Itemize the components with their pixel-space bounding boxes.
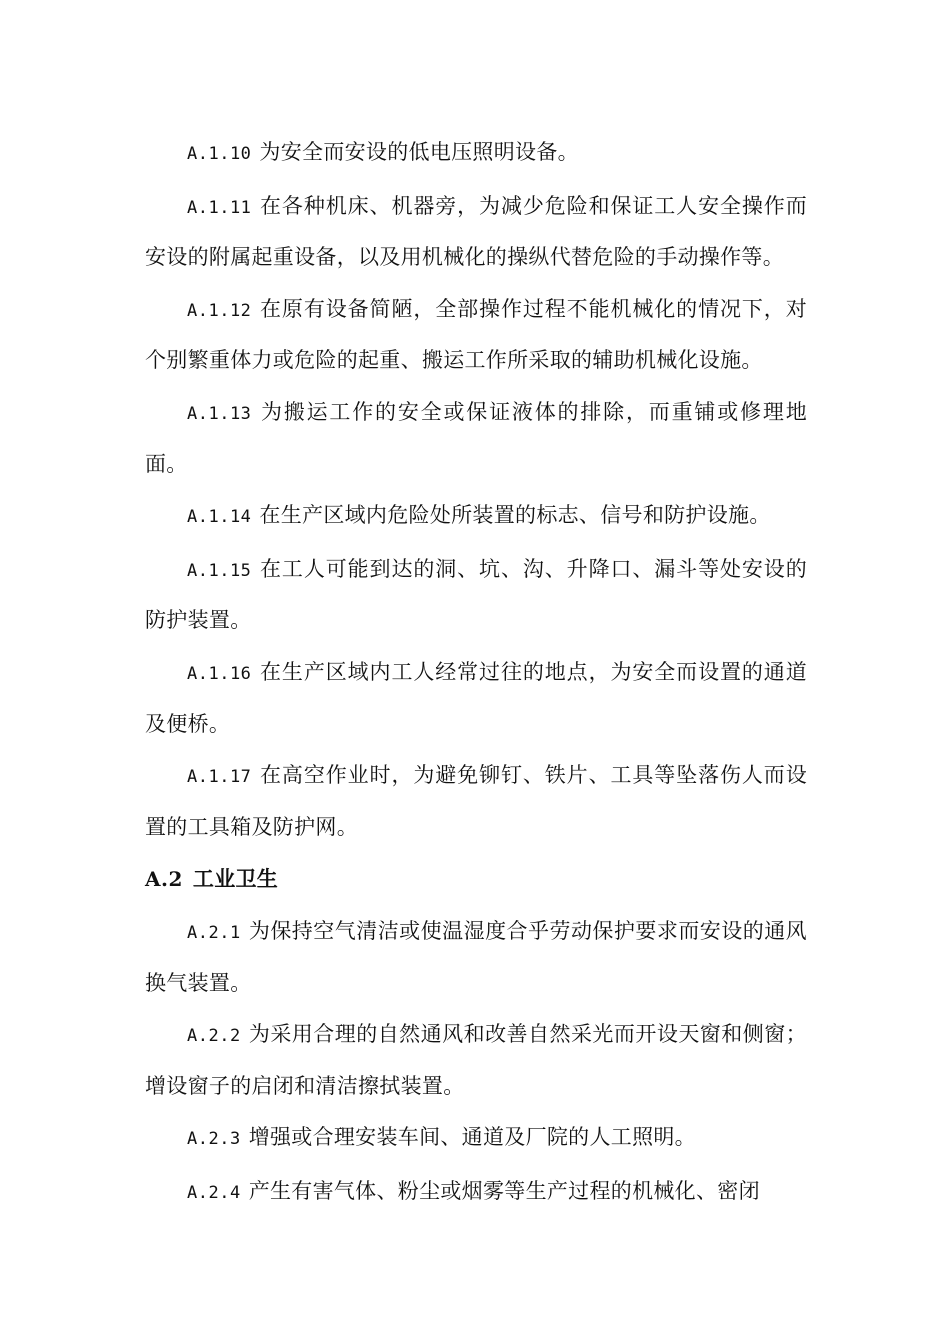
clause-a-1-15 — [145, 545, 807, 646]
clause-text: 在高空作业时，为避免铆钉、铁片、工具等坠落伤人而设置的工具箱及防护网。 — [145, 763, 807, 839]
clause-a-1-17 — [145, 751, 807, 852]
section-number: A.2 — [145, 867, 183, 892]
clause-text: 增强或合理安装车间、通道及厂院的人工照明。 — [248, 1125, 696, 1150]
clause-a-1-13 — [145, 388, 807, 489]
clause-number: A.1.10 — [187, 144, 252, 164]
clause-number: A.2.4 — [187, 1182, 241, 1203]
clause-a-1-12 — [145, 285, 807, 386]
clause-number: A.1.17 — [187, 767, 252, 788]
clause-number: A.2.3 — [187, 1129, 241, 1150]
clause-text: 为保持空气清洁或使温湿度合乎劳动保护要求而安设的通风换气装置。 — [145, 918, 807, 995]
clause-text: 产生有害气体、粉尘或烟雾等生产过程的机械化、密闭 — [248, 1178, 760, 1203]
clause-number: A.1.15 — [187, 560, 252, 581]
clause-a-2-3 — [145, 1113, 807, 1165]
clause-a-1-10 — [145, 128, 807, 180]
clause-a-2-4 — [145, 1167, 807, 1219]
clause-number: A.2.2 — [187, 1026, 241, 1047]
clause-text: 在原有设备简陋，全部操作过程不能机械化的情况下，对个别繁重体力或危险的起重、搬运工作所采取的辅助机械化设施。 — [145, 296, 807, 373]
clause-text: 在工人可能到达的洞、坑、沟、升降口、漏斗等处安设的防护装置。 — [145, 556, 807, 633]
clause-a-2-2 — [145, 1010, 807, 1111]
clause-number: A.1.12 — [187, 300, 252, 321]
clause-number: A.1.11 — [187, 197, 252, 218]
clause-number: A.1.13 — [187, 403, 252, 424]
clause-text: 为搬运工作的安全或保证液体的排除，而重铺或修理地面。 — [145, 399, 807, 476]
clause-number: A.2.1 — [187, 922, 241, 943]
clause-a-1-14 — [145, 491, 807, 543]
clause-a-1-16 — [145, 648, 807, 749]
clause-a-1-11 — [145, 182, 807, 283]
clause-number: A.1.16 — [187, 663, 252, 684]
section-heading-a-2 — [145, 854, 807, 905]
section-title: 工业卫生 — [192, 866, 279, 892]
clause-text: 为采用合理的自然通风和改善自然采光而开设天窗和侧窗；增设窗子的启闭和清洁擦拭装置。 — [145, 1022, 807, 1098]
clause-text: 为安全而安设的低电压照明设备。 — [259, 140, 579, 164]
clause-text: 在各种机床、机器旁，为减少危险和保证工人安全操作而安设的附属起重设备，以及用机械化的操纵代替危险的手动操作等。 — [145, 193, 807, 270]
clause-number: A.1.14 — [187, 507, 252, 528]
clause-a-2-1 — [145, 907, 807, 1008]
clause-text: 在生产区域内工人经常过往的地点，为安全而设置的通道及便桥。 — [145, 659, 807, 736]
document-body — [145, 128, 807, 1220]
clause-text: 在生产区域内危险处所装置的标志、信号和防护设施。 — [259, 503, 771, 528]
